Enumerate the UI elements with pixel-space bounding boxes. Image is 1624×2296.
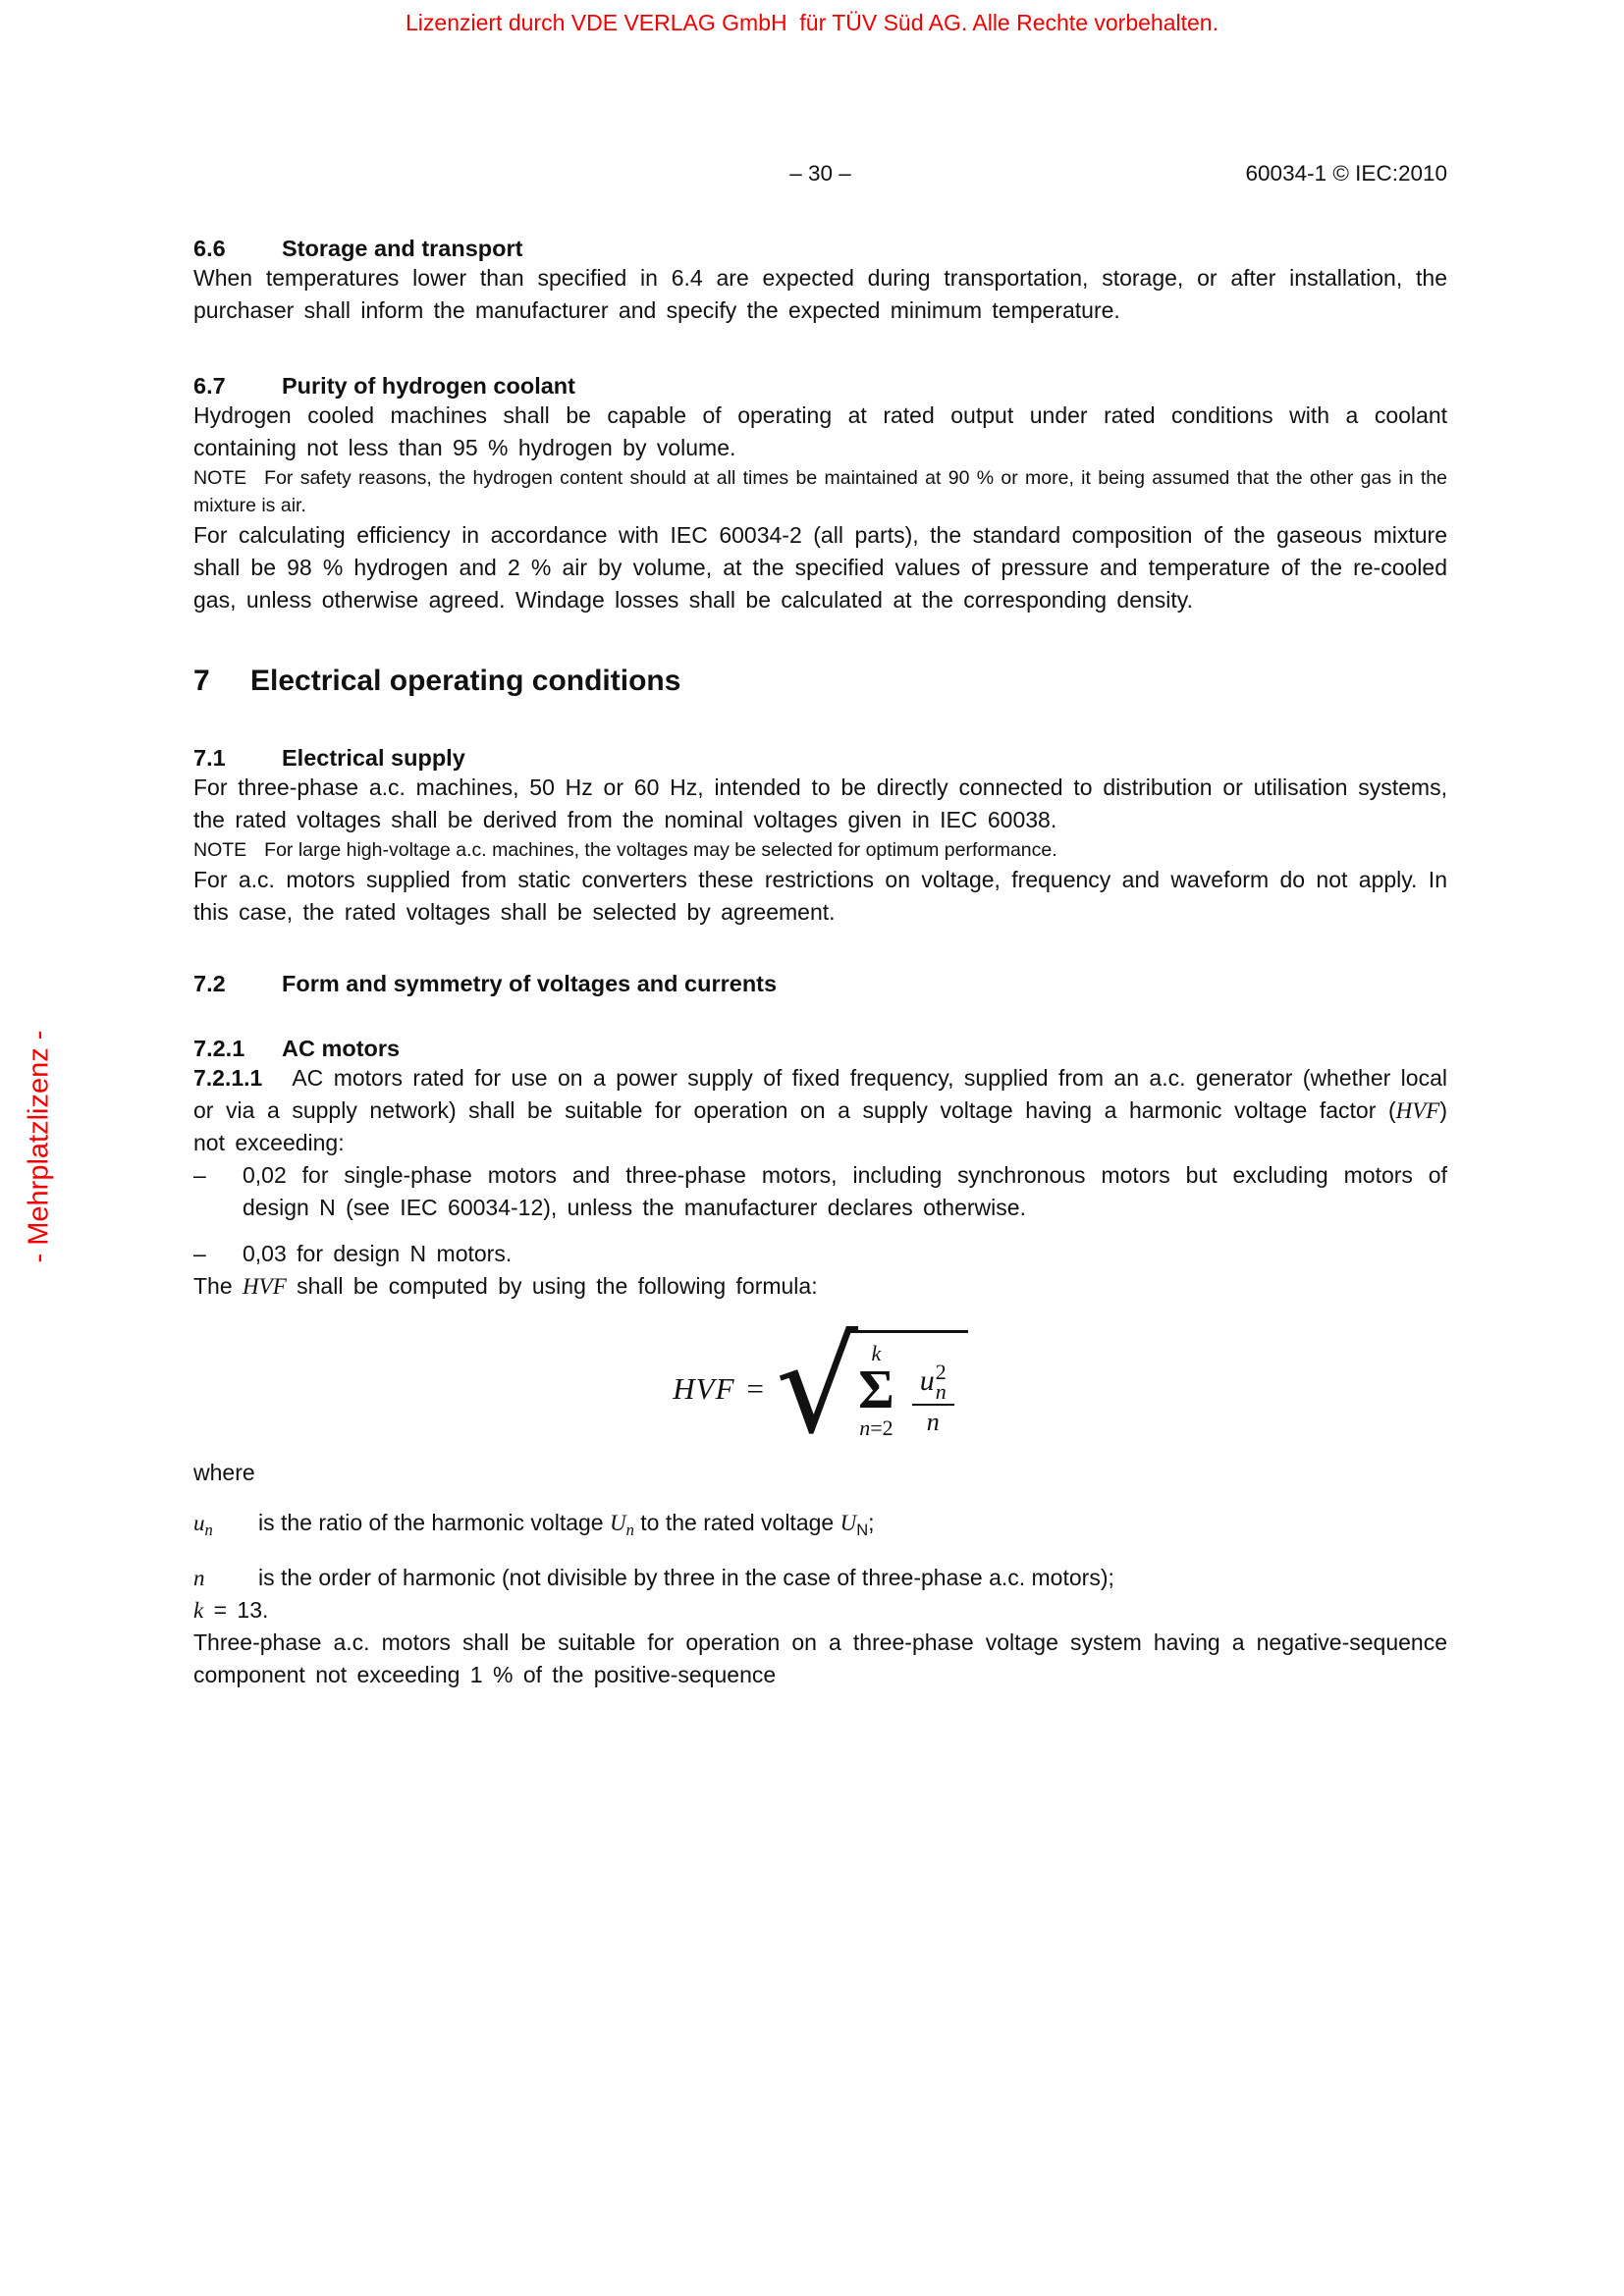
where-label: where [193,1460,255,1486]
bullet-text: 0,02 for single-phase motors and three-phase motors, including synchronous motors but excluding motors of design N (see IEC 60034-12), unless the manufacturer declares otherwise. [243,1162,1447,1220]
where-term: n [193,1566,205,1591]
numerator-base: u [919,1364,935,1398]
formula-lhs: HVF [673,1371,735,1407]
bullet-marker: – [193,1162,206,1188]
radical-expression [776,1311,968,1463]
radicand [848,1330,968,1440]
license-vertical: - Mehrplatzlizenz - [23,1030,55,1263]
note-label: NOTE [193,839,247,861]
radical-sign: √ [776,1311,859,1463]
note-text: For large high-voltage a.c. machines, the voltages may be selected for optimum performance. [264,839,1057,861]
k-value-line: k = 13. [193,1597,269,1624]
paragraph-static-converters: For a.c. motors supplied from static converters these restrictions on voltage, frequency and waveform do not apply. In this case, the rated voltages shall be selected by agreement. [193,867,1447,925]
bullet-marker: – [193,1241,206,1266]
where-definition: is the order of harmonic (not divisible by three in the case of three-phase a.c. motors); [258,1565,1114,1591]
note-hydrogen [193,464,1447,519]
where-definition: is the ratio of the harmonic voltage $U_n$ to the rated voltage $U_N$; [258,1510,875,1540]
where-definition-un [193,1507,1447,1546]
section-heading-6-6 [193,235,1447,262]
list-item [193,1238,1447,1270]
heading-number: 6.6 [193,236,226,261]
heading-number: 6.7 [193,373,226,399]
list-item [193,1159,1447,1224]
heading-number: 7.2.1 [193,1036,245,1061]
section-heading-7-1 [193,744,1447,772]
numerator-superscript: 2 [935,1360,947,1385]
fraction-denominator: n [926,1407,940,1436]
paragraph-7-2-1-1: 7.2.1.1 AC motors rated for use on a power supply of fixed frequency, supplied from an a.c. generator (whether local or via a supply network) shall be suitable for operation on a supply voltage having a harmonic voltage factor (HVF) not exceeding: [193,1065,1447,1155]
paragraph-hydrogen-coolant: Hydrogen cooled machines shall be capable of operating at rated output under rated conditions with a coolant containing not less than 95 % hydrogen by volume. [193,402,1447,460]
section-heading-7-2 [193,970,1447,997]
paragraph-negative-sequence: Three-phase a.c. motors shall be suitable for operation on a three-phase voltage system having a negative-sequence component not exceeding 1 % of the positive-sequence [193,1629,1447,1688]
heading-title: AC motors [282,1036,401,1061]
paragraph-electrical-supply: For three-phase a.c. machines, 50 Hz or 60 Hz, intended to be directly connected to distribution or utilisation systems, the rated voltages shall be derived from the nominal voltages given in IEC 60038. [193,774,1447,832]
bullet-text: 0,03 for design N motors. [243,1241,513,1266]
heading-title: Form and symmetry of voltages and currents [282,971,778,996]
heading-title: Electrical operating conditions [250,665,681,697]
where-term: $u_n$ [193,1511,213,1540]
note-text: For safety reasons, the hydrogen content should at all times be maintained at 90 % or more, it being assumed that the other gas in the mixture is air. [193,467,1447,516]
heading-number: 7 [193,665,210,697]
heading-title: Purity of hydrogen coolant [282,373,575,399]
sum-lower-limit: n=2 [859,1415,893,1441]
paragraph-hvf-intro: The HVF shall be computed by using the following formula: [193,1273,818,1299]
license-banner: Lizenziert durch VDE VERLAG GmbH für TÜV Süd AG. Alle Rechte vorbehalten. [406,10,1218,35]
sigma-symbol: Σ [858,1360,894,1420]
page-content [193,235,1447,1691]
heading-number: 7.2 [193,971,226,996]
hvf-formula [193,1311,1447,1463]
fraction-numerator [912,1362,954,1406]
document-reference: 60034-1 © IEC:2010 [1245,161,1447,186]
fraction [912,1362,954,1435]
page-number: – 30 – [789,161,851,186]
sum-upper-limit: k [871,1341,882,1365]
summation [858,1343,894,1440]
paragraph-efficiency: For calculating efficiency in accordance with IEC 60034-2 (all parts), the standard composition of the gaseous mixture shall be 98 % hydrogen and 2 % air by volume, at the specified values of pressure and temperature of the re-cooled gas, unless otherwise agreed. Windage losses shall be calculated at the corresponding density. [193,522,1447,613]
section-heading-7-2-1 [193,1035,1447,1062]
page-header [193,161,1447,190]
note-high-voltage [193,836,1447,864]
heading-title: Storage and transport [282,236,523,261]
heading-title: Electrical supply [282,745,465,771]
heading-number: 7.1 [193,745,226,771]
equals-sign: = [746,1371,764,1407]
where-definition-n [193,1562,1447,1594]
clause-heading-7 [193,664,1447,699]
note-label: NOTE [193,467,247,489]
formula-body [673,1311,968,1463]
section-heading-6-7 [193,372,1447,400]
numerator-scripts [935,1360,947,1405]
numerator-subscript: n [935,1379,947,1405]
paragraph-storage-transport: When temperatures lower than specified in 6.4 are expected during transportation, storage, or after installation, the purchaser shall inform the manufacturer and specify the expected minimum temperature. [193,265,1447,323]
hvf-limit-list [193,1159,1447,1270]
